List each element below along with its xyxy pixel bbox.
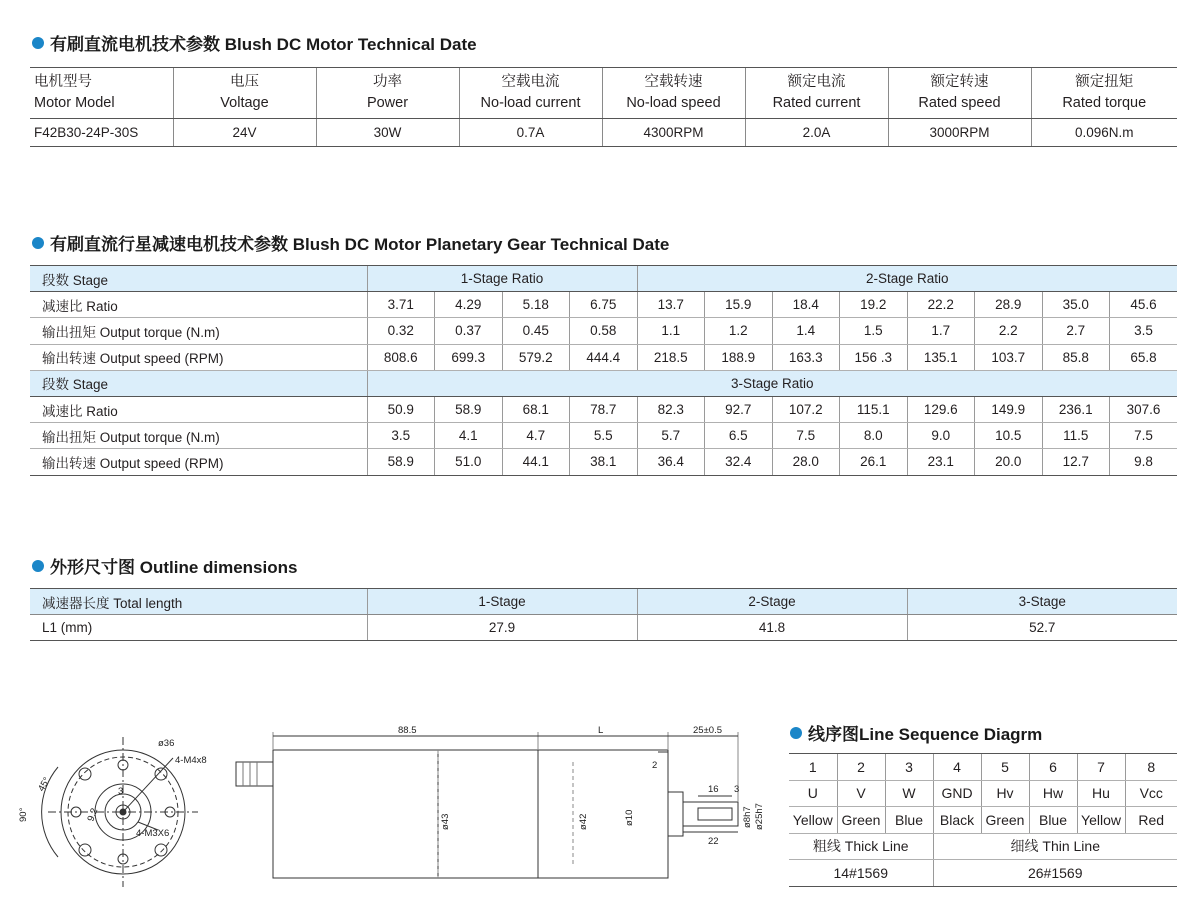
value-cell: 3000RPM [888,119,1031,147]
speed-cell: 38.1 [570,449,638,475]
ratio-row [30,396,1177,422]
color-cell: Blue [1029,807,1077,834]
dim-3-label: 3 [734,784,740,795]
ratio-cell: 28.9 [975,292,1043,318]
color-cell: Green [981,807,1029,834]
torque-cell: 0.37 [435,318,503,344]
torque-cell: 8.0 [840,423,908,449]
speed-cell: 85.8 [1042,344,1110,370]
phi43-label: ø43 [440,813,451,830]
signal-cell: GND [933,780,981,807]
signal-cell: Hv [981,780,1029,807]
speed-cell: 32.4 [705,449,773,475]
torque-row [30,423,1177,449]
mount-hole [155,844,167,856]
ratio-cell: 5.18 [502,292,570,318]
ratio-cell: 4.29 [435,292,503,318]
torque-cell: 10.5 [975,423,1043,449]
header-cell: 空载转速 No-load speed [602,68,745,119]
speed-cell: 218.5 [637,344,705,370]
motor-value-row [30,119,1177,147]
phi25h7-label: ø25h7 [754,803,765,830]
thick-line-label: 粗线 Thick Line [789,833,933,860]
pin-cell: 4 [933,754,981,781]
value-cell: 30W [316,119,459,147]
speed-cell: 20.0 [975,449,1043,475]
outline-header-row [30,589,1177,615]
l1-value: 27.9 [367,615,637,641]
speed-row [30,344,1177,370]
speed-cell: 135.1 [907,344,975,370]
l1-value: 52.7 [907,615,1177,641]
m3x6-label: 4-M3X6 [136,828,170,839]
dim-25-label: 25±0.5 [693,725,722,736]
outline-table [30,588,1177,641]
ratio-cell: 58.9 [435,396,503,422]
wiring-title: 线序图Line Sequence Diagrm [808,725,1043,744]
wiring-table [789,753,1177,887]
torque-row [30,318,1177,344]
speed-label: 输出转速 Output speed (RPM) [30,344,367,370]
header-cell: 额定转速 Rated speed [888,68,1031,119]
line-type-row [789,833,1177,860]
color-cell: Yellow [789,807,837,834]
value-cell: 24V [173,119,316,147]
motor-header-row [30,68,1177,119]
shaft-key [698,808,732,820]
torque-label: 输出扭矩 Output torque (N.m) [30,423,367,449]
pin-cell: 7 [1077,754,1125,781]
bullet-dot-icon [32,560,44,572]
ratio-cell: 78.7 [570,396,638,422]
speed-cell: 9.8 [1110,449,1178,475]
signal-cell: Hw [1029,780,1077,807]
ratio-cell: 236.1 [1042,396,1110,422]
ratio-cell: 129.6 [907,396,975,422]
pin-cell: 1 [789,754,837,781]
speed-label: 输出转速 Output speed (RPM) [30,449,367,475]
output-shaft [683,802,738,826]
dim-16-label: 16 [708,784,719,795]
phi42-label: ø42 [578,813,589,830]
deg90-label: 90° [18,807,29,822]
speed-cell: 188.9 [705,344,773,370]
deg45-label: 45° [36,775,53,794]
stage-label: 段数 Stage [30,370,367,396]
motor-spec-table [30,67,1177,147]
header-cell: 电压 Voltage [173,68,316,119]
speed-cell: 163.3 [772,344,840,370]
color-cell: Red [1125,807,1177,834]
torque-cell: 11.5 [1042,423,1110,449]
motor-section-title [32,30,477,55]
phi8h7-label: ø8h7 [742,806,753,828]
speed-cell: 28.0 [772,449,840,475]
line-spec-row [789,860,1177,887]
speed-cell: 444.4 [570,344,638,370]
pin-cell: 8 [1125,754,1177,781]
speed-cell: 12.7 [1042,449,1110,475]
ratio-cell: 149.9 [975,396,1043,422]
stage2-label: 2-Stage Ratio [637,266,1177,292]
value-cell: 2.0A [745,119,888,147]
torque-cell: 1.1 [637,318,705,344]
torque-cell: 2.2 [975,318,1043,344]
speed-cell: 58.9 [367,449,435,475]
motor-title: 有刷直流电机技术参数 Blush DC Motor Technical Date [50,35,477,54]
side-view [236,732,738,878]
motor-body [273,750,668,878]
phi10-label: ø10 [624,809,635,826]
length-label: 减速器长度 Total length [30,589,367,615]
front-boss [668,792,683,836]
ratio-row [30,292,1177,318]
stage3-label: 3-Stage Ratio [367,370,1177,396]
signal-cell: V [837,780,885,807]
ratio-label: 减速比 Ratio [30,292,367,318]
front-labels [18,738,207,839]
bullet-dot-icon [32,37,44,49]
ratio-cell: 13.7 [637,292,705,318]
rear-shaft [236,762,273,786]
signal-cell: W [885,780,933,807]
color-row [789,807,1177,834]
stage-row [30,370,1177,396]
ratio-cell: 15.9 [705,292,773,318]
r3-label: 3 [118,786,124,797]
torque-cell: 1.4 [772,318,840,344]
ratio-cell: 307.6 [1110,396,1178,422]
torque-cell: 0.58 [570,318,638,344]
torque-cell: 1.5 [840,318,908,344]
dim-88-label: 88.5 [398,725,417,736]
torque-cell: 3.5 [1110,318,1178,344]
torque-cell: 4.1 [435,423,503,449]
speed-cell: 579.2 [502,344,570,370]
thin-line-value: 26#1569 [933,860,1177,887]
thick-line-value: 14#1569 [789,860,933,887]
outline-section-title [32,553,297,578]
header-cell: 电机型号 Motor Model [30,68,173,119]
color-cell: Green [837,807,885,834]
speed-cell: 808.6 [367,344,435,370]
torque-cell: 2.7 [1042,318,1110,344]
ratio-cell: 107.2 [772,396,840,422]
pin-row [789,754,1177,781]
wiring-section-title [790,720,1042,745]
value-cell: F42B30-24P-30S [30,119,173,147]
header-cell: 空载电流 No-load current [459,68,602,119]
ratio-cell: 45.6 [1110,292,1178,318]
ratio-cell: 92.7 [705,396,773,422]
signal-row [789,780,1177,807]
value-cell: 4300RPM [602,119,745,147]
torque-cell: 5.7 [637,423,705,449]
speed-cell: 51.0 [435,449,503,475]
side-labels [398,725,765,847]
speed-cell: 103.7 [975,344,1043,370]
stage-row [30,266,1177,292]
torque-label: 输出扭矩 Output torque (N.m) [30,318,367,344]
thin-line-label: 细线 Thin Line [933,833,1177,860]
pin-cell: 2 [837,754,885,781]
torque-cell: 5.5 [570,423,638,449]
outline-value-row [30,615,1177,641]
stage1-label: 1-Stage Ratio [367,266,637,292]
ratio-cell: 115.1 [840,396,908,422]
torque-cell: 3.5 [367,423,435,449]
dim-L-label: L [598,725,604,736]
ratio-cell: 22.2 [907,292,975,318]
color-cell: Blue [885,807,933,834]
phi36-label: ø36 [158,738,175,749]
header-cell: 功率 Power [316,68,459,119]
torque-cell: 4.7 [502,423,570,449]
color-cell: Yellow [1077,807,1125,834]
torque-cell: 0.32 [367,318,435,344]
torque-cell: 7.5 [1110,423,1178,449]
torque-cell: 7.5 [772,423,840,449]
ratio-cell: 50.9 [367,396,435,422]
speed-cell: 26.1 [840,449,908,475]
color-cell: Black [933,807,981,834]
signal-cell: Hu [1077,780,1125,807]
torque-cell: 1.2 [705,318,773,344]
l1-label: L1 (mm) [30,615,367,641]
r92-label: 9.2 [85,806,101,824]
outline-title: 外形尺寸图 Outline dimensions [50,558,298,577]
torque-cell: 0.45 [502,318,570,344]
ratio-cell: 19.2 [840,292,908,318]
gear-section-title [32,230,669,255]
m4x8-label: 4-M4x8 [175,755,207,766]
ratio-cell: 35.0 [1042,292,1110,318]
dim-2-label: 2 [652,760,658,771]
stage-header: 2-Stage [637,589,907,615]
speed-row [30,449,1177,475]
speed-cell: 699.3 [435,344,503,370]
pin-cell: 3 [885,754,933,781]
dim-22-label: 22 [708,836,719,847]
header-cell: 额定扭矩 Rated torque [1031,68,1177,119]
value-cell: 0.096N.m [1031,119,1177,147]
ratio-cell: 82.3 [637,396,705,422]
torque-cell: 1.7 [907,318,975,344]
torque-cell: 9.0 [907,423,975,449]
ratio-cell: 68.1 [502,396,570,422]
speed-cell: 44.1 [502,449,570,475]
value-cell: 0.7A [459,119,602,147]
bullet-dot-icon [32,237,44,249]
speed-cell: 23.1 [907,449,975,475]
speed-cell: 36.4 [637,449,705,475]
speed-cell: 156 .3 [840,344,908,370]
ratio-cell: 18.4 [772,292,840,318]
ratio-cell: 6.75 [570,292,638,318]
bullet-dot-icon [790,727,802,739]
ratio-cell: 3.71 [367,292,435,318]
header-cell: 额定电流 Rated current [745,68,888,119]
stage-header: 1-Stage [367,589,637,615]
mount-hole [79,844,91,856]
stage-label: 段数 Stage [30,266,367,292]
mount-hole [155,768,167,780]
speed-cell: 65.8 [1110,344,1178,370]
outline-drawing [18,722,778,907]
mount-hole [79,768,91,780]
gear-spec-table [30,265,1177,476]
signal-cell: U [789,780,837,807]
gear-title: 有刷直流行星减速电机技术参数 Blush DC Motor Planetary Gear Technical Date [50,235,670,254]
torque-cell: 6.5 [705,423,773,449]
l1-value: 41.8 [637,615,907,641]
pin-cell: 5 [981,754,1029,781]
stage-header: 3-Stage [907,589,1177,615]
signal-cell: Vcc [1125,780,1177,807]
pin-cell: 6 [1029,754,1077,781]
ratio-label: 减速比 Ratio [30,396,367,422]
